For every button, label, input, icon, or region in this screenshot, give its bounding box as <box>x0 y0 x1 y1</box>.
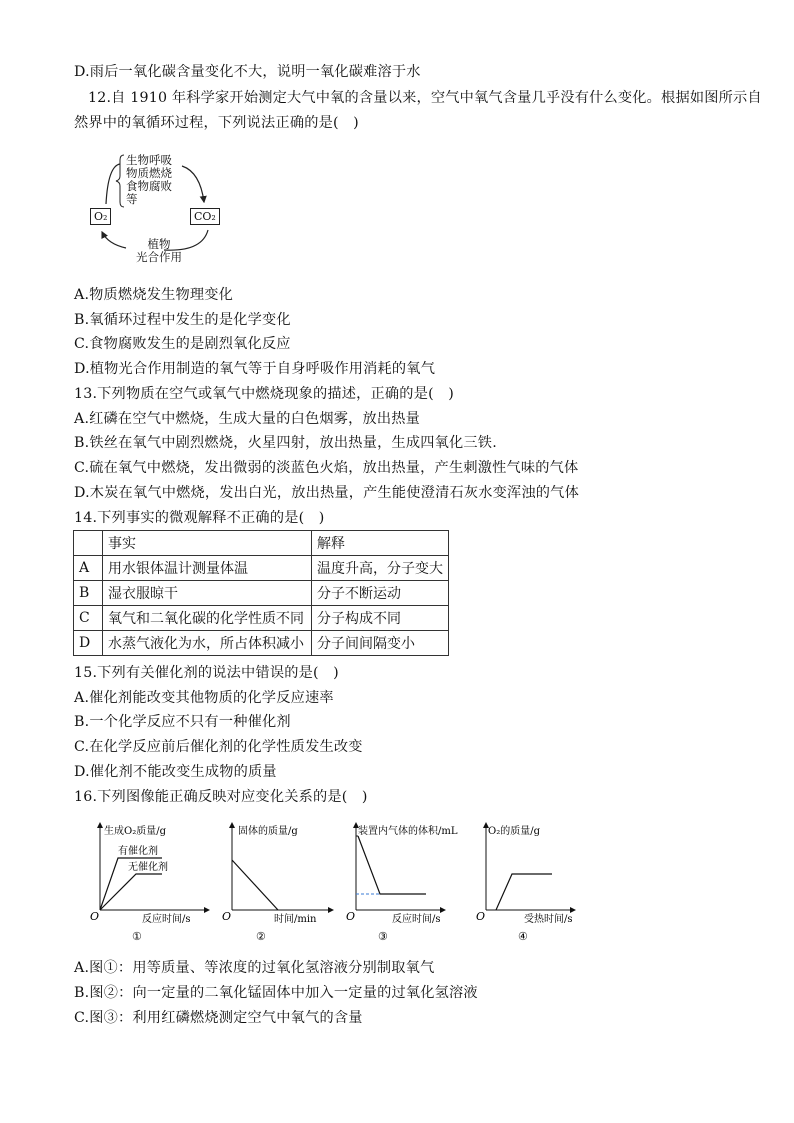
fact-cell: 水蒸气液化为水，所占体积减小 <box>103 631 312 656</box>
q16-stem: 16.下列图像能正确反映对应变化关系的是( ) <box>74 789 368 805</box>
q12-option-d: D.植物光合作用制造的氧气等于自身呼吸作用消耗的氧气 <box>74 361 436 377</box>
q13-option-d: D.木炭在氧气中燃烧，发出白光，放出热量，产生能使澄清石灰水变浑浊的气体 <box>74 485 579 501</box>
q15-option-b: B.一个化学反应不只有一种催化剂 <box>74 714 291 730</box>
oxygen-cycle-diagram <box>84 152 234 270</box>
q15-stem: 15.下列有关催化剂的说法中错误的是( ) <box>74 665 339 681</box>
q15-option-c: C.在化学反应前后催化剂的化学性质发生改变 <box>74 739 363 755</box>
graph-3 <box>346 822 478 946</box>
co2-box: CO₂ <box>190 208 220 225</box>
graph-number: ② <box>256 930 266 943</box>
q11-option-d: D.雨后一氧化碳含量变化不大，说明一氧化碳难溶于水 <box>74 64 421 80</box>
graph-4 <box>476 822 580 946</box>
x-axis-label: 反应时间/s <box>392 914 441 925</box>
o2-mass-line <box>496 874 552 910</box>
process-food-decay: 食物腐败 <box>126 179 172 193</box>
process-etc: 等 <box>126 192 138 206</box>
gas-volume-line <box>358 836 426 894</box>
graph-1 <box>88 822 218 946</box>
photosynthesis-text: 光合作用 <box>136 250 182 264</box>
o2-box: O₂ <box>90 208 111 225</box>
q15-option-d: D.催化剂不能改变生成物的质量 <box>74 764 277 780</box>
series-label-catalyst: 有催化剂 <box>118 846 158 857</box>
table-row <box>74 581 449 606</box>
x-axis-label: 反应时间/s <box>142 914 191 925</box>
solid-mass-line <box>232 860 278 910</box>
y-axis-label: 装置内气体的体积/mL <box>358 826 458 837</box>
photosynthesis-label <box>134 238 184 264</box>
row-label: C <box>74 606 103 631</box>
q13-option-c: C.硫在氧气中燃烧，发出微弱的淡蓝色火焰，放出热量，产生刺激性气味的气体 <box>74 460 579 476</box>
x-axis-label: 时间/min <box>274 914 317 925</box>
table-row <box>74 556 449 581</box>
header-cell-fact: 事实 <box>103 531 312 556</box>
header-cell-blank <box>74 531 103 556</box>
plant-label: 植物 <box>147 237 171 251</box>
row-label: B <box>74 581 103 606</box>
q16-option-b: B.图②：向一定量的二氧化锰固体中加入一定量的过氧化氢溶液 <box>74 985 478 1001</box>
table-row <box>74 606 449 631</box>
origin-label: O <box>222 910 232 923</box>
q12-stem-line1: 12.自 1910 年科学家开始测定大气中氧的含量以来，空气中氧气含量几乎没有什么变化。根据如图所示自 <box>88 90 762 106</box>
explanation-cell: 分子不断运动 <box>312 581 449 606</box>
y-axis-label: O₂的质量/g <box>488 826 540 837</box>
process-list <box>126 154 172 206</box>
explanation-cell: 分子构成不同 <box>312 606 449 631</box>
fact-cell: 氧气和二氧化碳的化学性质不同 <box>103 606 312 631</box>
process-respiration: 生物呼吸 <box>126 153 172 167</box>
graph-number: ① <box>132 930 142 943</box>
q13-stem: 13.下列物质在空气或氧气中燃烧现象的描述，正确的是( ) <box>74 386 454 402</box>
origin-label: O <box>476 910 486 923</box>
explanation-cell: 温度升高，分子变大 <box>312 556 449 581</box>
y-axis-label: 固体的质量/g <box>238 826 298 837</box>
q12-option-c: C.食物腐败发生的是剧烈氧化反应 <box>74 336 291 352</box>
origin-label: O <box>90 910 100 923</box>
q15-option-a: A.催化剂能改变其他物质的化学反应速率 <box>74 690 334 706</box>
x-axis-label: 受热时间/s <box>524 914 573 925</box>
graph-number: ③ <box>378 930 388 943</box>
line-without-catalyst <box>100 874 162 910</box>
q16-option-a: A.图①：用等质量、等浓度的过氧化氢溶液分别制取氧气 <box>74 960 435 976</box>
y-axis-label: 生成O₂质量/g <box>104 826 166 837</box>
q14-stem: 14.下列事实的微观解释不正确的是( ) <box>74 510 325 526</box>
q14-table <box>73 530 449 656</box>
origin-label: O <box>346 910 356 923</box>
q12-stem-line2: 然界中的氧循环过程，下列说法正确的是( ) <box>74 115 359 131</box>
row-label: A <box>74 556 103 581</box>
row-label: D <box>74 631 103 656</box>
header-cell-explanation: 解释 <box>312 531 449 556</box>
q13-option-a: A.红磷在空气中燃烧，生成大量的白色烟雾，放出热量 <box>74 411 421 427</box>
explanation-cell: 分子间间隔变小 <box>312 631 449 656</box>
fact-cell: 湿衣服晾干 <box>103 581 312 606</box>
q12-option-b: B.氧循环过程中发生的是化学变化 <box>74 312 291 328</box>
series-label-no-catalyst: 无催化剂 <box>128 862 168 873</box>
graph-2 <box>220 822 350 946</box>
q13-option-b: B.铁丝在氧气中剧烈燃烧，火星四射，放出热量，生成四氧化三铁. <box>74 435 497 451</box>
table-row <box>74 631 449 656</box>
process-combustion: 物质燃烧 <box>126 166 172 180</box>
q16-option-c: C.图③：利用红磷燃烧测定空气中氧气的含量 <box>74 1010 363 1026</box>
q12-option-a: A.物质燃烧发生物理变化 <box>74 287 234 303</box>
table-header-row <box>74 531 449 556</box>
fact-cell: 用水银体温计测量体温 <box>103 556 312 581</box>
graph-number: ④ <box>518 930 528 943</box>
